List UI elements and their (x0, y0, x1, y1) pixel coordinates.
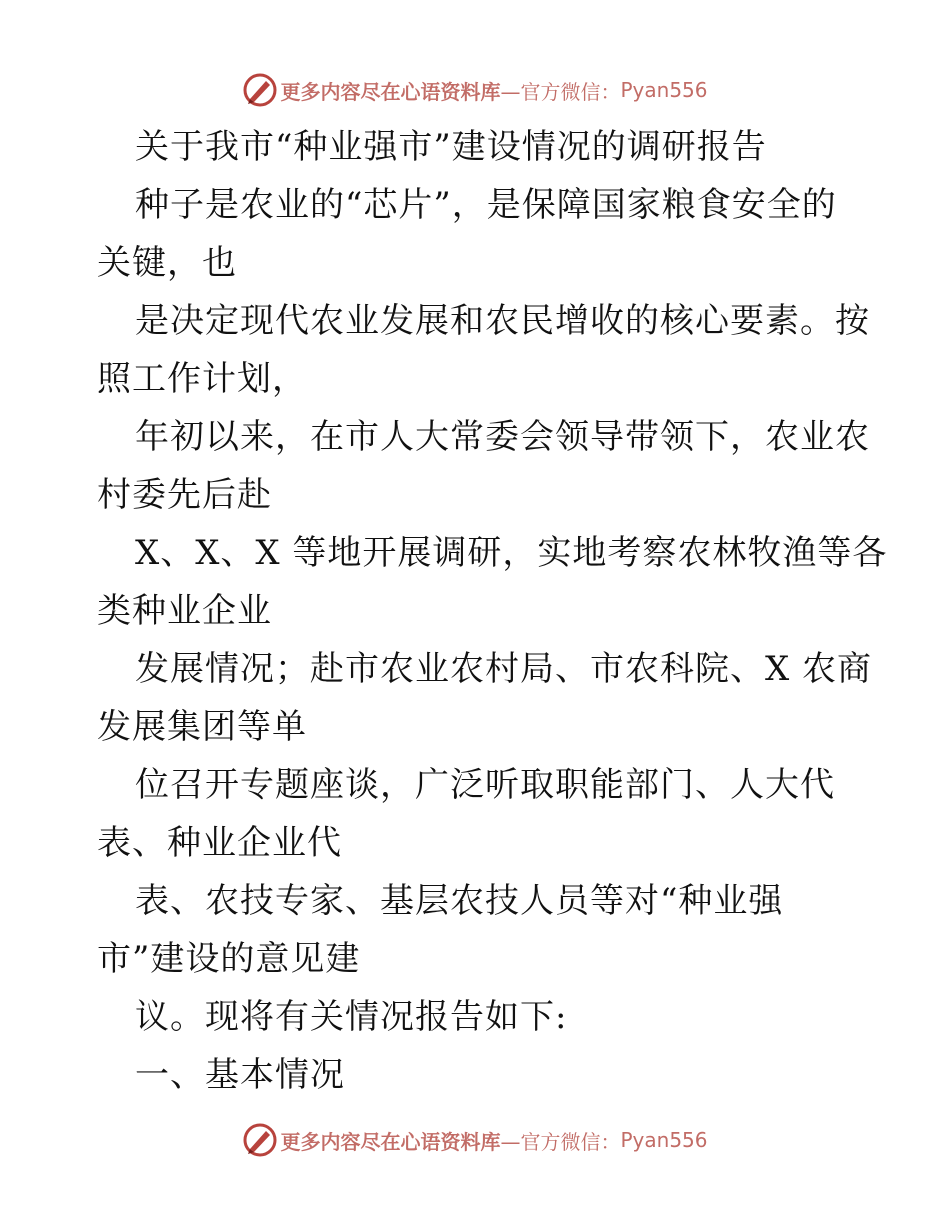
body-line: 类种业企业 (97, 591, 272, 631)
watermark-site-name: 更多内容尽在心语资料库 (280, 79, 501, 104)
body-line: 议。现将有关情况报告如下: (135, 997, 568, 1037)
body-line: 市”建设的意见建 (97, 939, 361, 979)
watermark-wechat-id: Pyan556 (620, 78, 708, 102)
body-line: 发展情况；赴市农业农村局、市农科院、X 农商 (135, 649, 873, 689)
pen-logo-icon (242, 72, 278, 108)
section-heading: 一、基本情况 (135, 1055, 345, 1095)
document-body (97, 118, 888, 1104)
body-line: 表、种业企业代 (97, 823, 342, 863)
pen-logo-icon (242, 1122, 278, 1158)
body-line: 关键，也 (97, 243, 237, 283)
watermark-wechat-label: —官方微信： (500, 1129, 621, 1154)
watermark-wechat-label: —官方微信： (500, 79, 621, 104)
body-line: 表、农技专家、基层农技人员等对“种业强 (135, 881, 784, 921)
body-line: 种子是农业的“芯片”，是保障国家粮食安全的 (135, 185, 837, 225)
watermark-wechat-id: Pyan556 (620, 1128, 708, 1152)
footer-watermark (0, 1120, 950, 1160)
body-line: X、X、X 等地开展调研，实地考察农林牧渔等各 (135, 533, 888, 573)
document-title: 关于我市“种业强市”建设情况的调研报告 (135, 127, 767, 167)
body-line: 村委先后赴 (97, 475, 272, 515)
body-line: 发展集团等单 (97, 707, 307, 747)
watermark-site-name: 更多内容尽在心语资料库 (280, 1129, 501, 1154)
body-line: 年初以来，在市人大常委会领导带领下，农业农 (135, 417, 870, 457)
body-line: 位召开专题座谈，广泛听取职能部门、人大代 (135, 765, 835, 805)
header-watermark (0, 70, 950, 110)
body-line: 照工作计划， (97, 359, 307, 399)
body-line: 是决定现代农业发展和农民增收的核心要素。按 (135, 301, 870, 341)
